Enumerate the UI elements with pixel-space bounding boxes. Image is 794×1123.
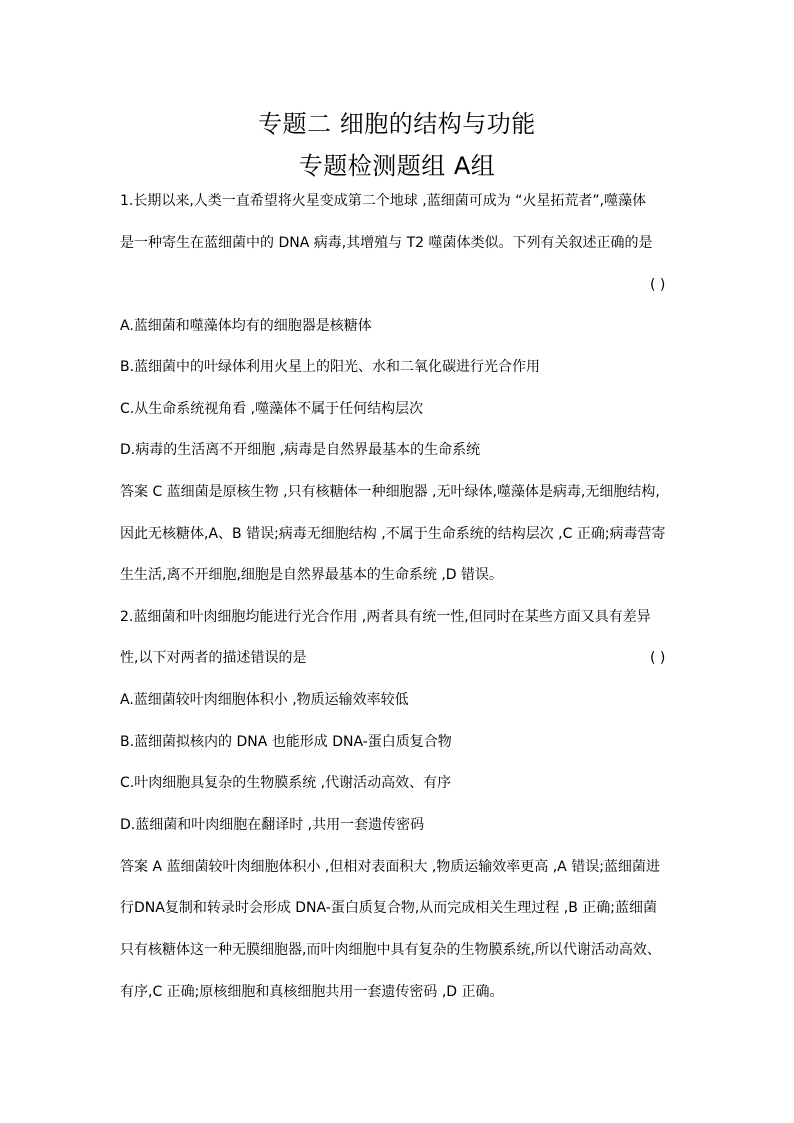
q2-answer-line-2: 行DNA复制和转录时会形成 DNA-蛋白质复合物,从而完成相关生理过程 ,B 正确;蓝细菌: [120, 900, 657, 916]
q2-stem-line-2: 性,以下对两者的描述错误的是: [120, 650, 307, 666]
q2-answer-line-4: 有序,C 正确;原核细胞和真核细胞共用一套遗传密码 ,D 正确。: [120, 984, 504, 1000]
q2-option-b: B.蓝细菌拟核内的 DNA 也能形成 DNA-蛋白质复合物: [120, 734, 452, 750]
q1-option-c: C.从生命系统视角看 ,噬藻体不属于任何结构层次: [120, 401, 424, 417]
q2-option-c: C.叶肉细胞具复杂的生物膜系统 ,代谢活动高效、有序: [120, 775, 452, 791]
q1-answer-line-1: 答案 C 蓝细菌是原核生物 ,只有核糖体一种细胞器 ,无叶绿体,噬藻体是病毒,无细胞结构,: [120, 484, 660, 500]
q1-stem-line-1: 1.长期以来,人类一直希望将火星变成第二个地球 ,蓝细菌可成为 “火星拓荒者”,噬藻体: [120, 193, 647, 209]
q1-answer-line-2: 因此无核糖体,A、B 错误;病毒无细胞结构 ,不属于生命系统的结构层次 ,C 正确;病毒营寄: [120, 526, 666, 542]
q2-stem-line-1: 2.蓝细菌和叶肉细胞均能进行光合作用 ,两者具有统一性,但同时在某些方面又具有差异: [120, 609, 651, 625]
q1-answer-line-3: 生生活,离不开细胞,细胞是自然界最基本的生命系统 ,D 错误。: [120, 567, 504, 583]
q1-answer-paren: ( ): [650, 277, 666, 293]
q1-option-b: B.蓝细菌中的叶绿体利用火星上的阳光、水和二氧化碳进行光合作用: [120, 359, 541, 375]
q2-option-d: D.蓝细菌和叶肉细胞在翻译时 ,共用一套遗传密码: [120, 817, 425, 833]
q1-option-a: A.蓝细菌和噬藻体均有的细胞器是核糖体: [120, 318, 372, 334]
page-title: 专题二 细胞的结构与功能: [258, 110, 536, 138]
q2-answer-paren: ( ): [650, 650, 666, 666]
page-subtitle: 专题检测题组 A组: [298, 152, 496, 180]
q1-stem-line-2: 是一种寄生在蓝细菌中的 DNA 病毒,其增殖与 T2 噬菌体类似。下列有关叙述正确的是: [120, 235, 653, 251]
q1-option-d: D.病毒的生活离不开细胞 ,病毒是自然界最基本的生命系统: [120, 442, 481, 458]
q2-option-a: A.蓝细菌较叶肉细胞体积小 ,物质运输效率较低: [120, 692, 409, 708]
q2-answer-line-1: 答案 A 蓝细菌较叶肉细胞体积小 ,但相对表面积大 ,物质运输效率更高 ,A 错误;蓝细菌进: [120, 859, 660, 875]
q2-answer-line-3: 只有核糖体这一种无膜细胞器,而叶肉细胞中具有复杂的生物膜系统,所以代谢活动高效、: [120, 942, 661, 958]
